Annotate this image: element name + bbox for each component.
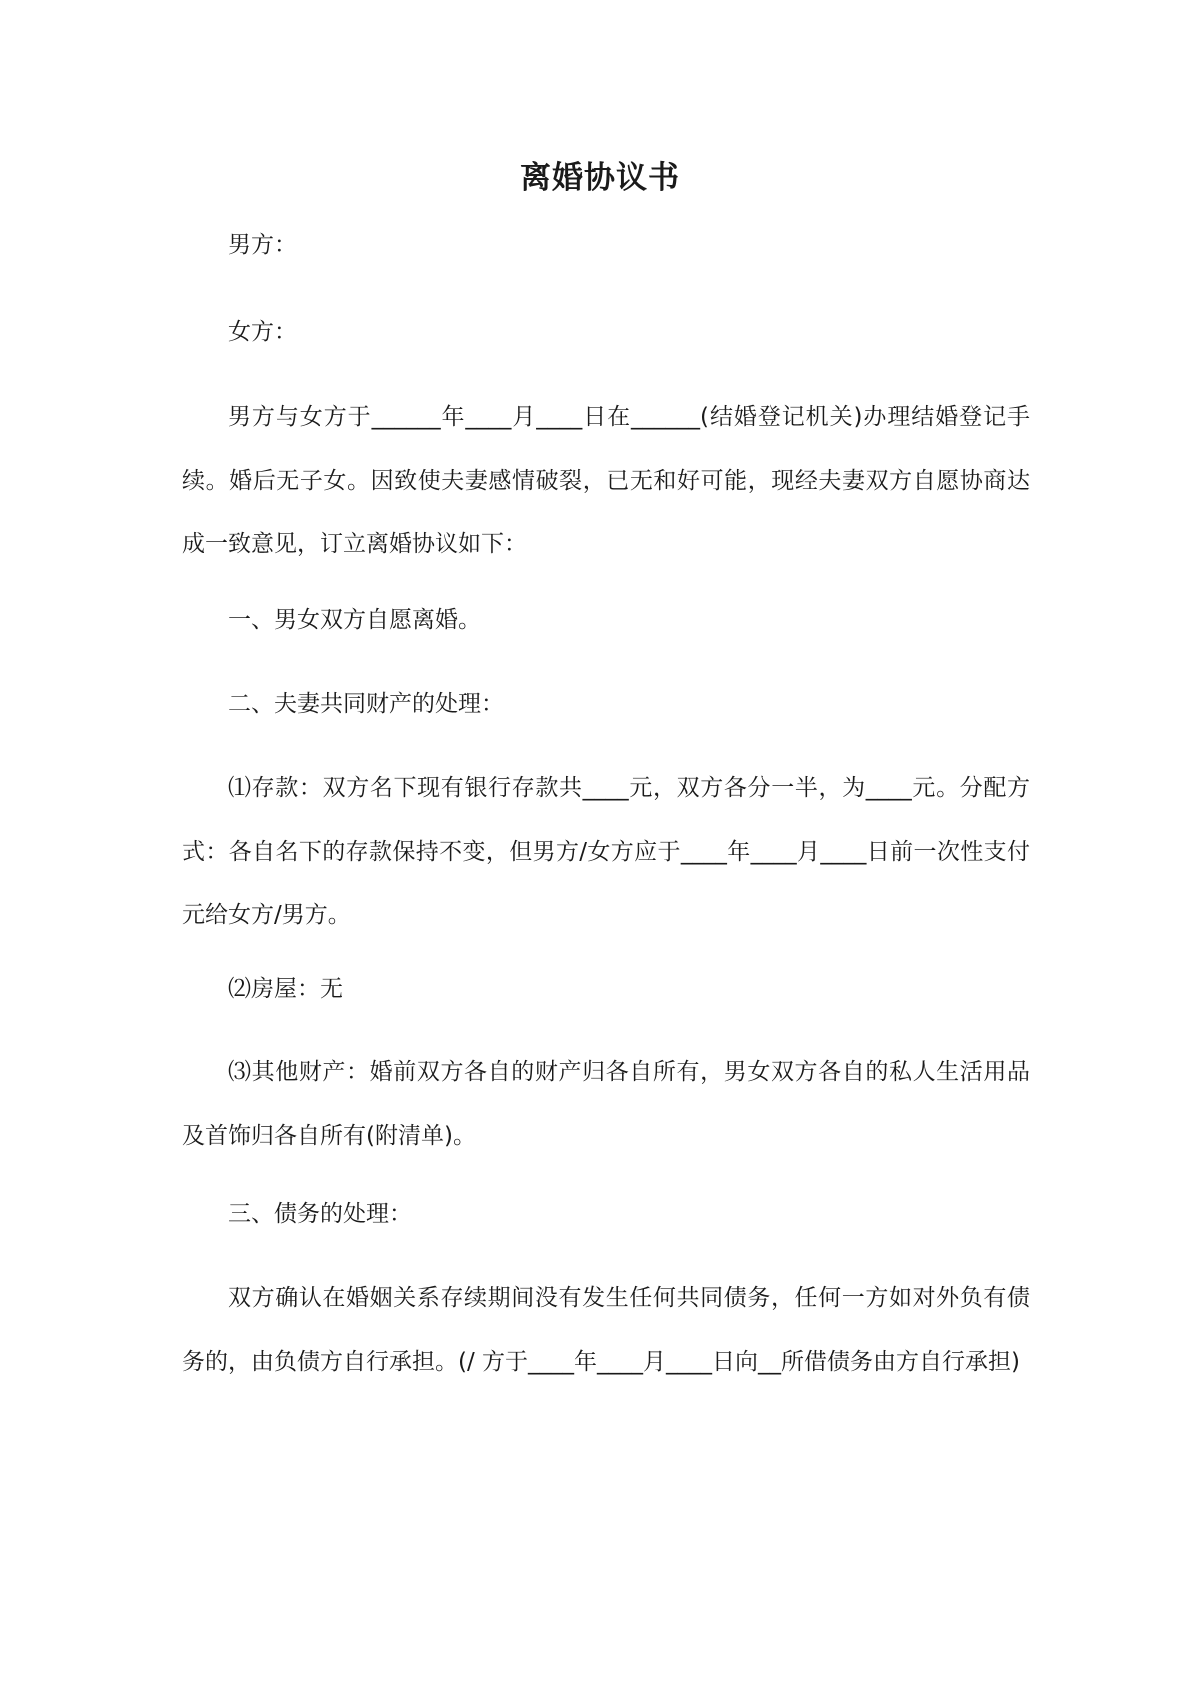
paragraph-housing: ⑵房屋：无 xyxy=(228,976,343,1002)
paragraph-male-party: 男方： xyxy=(228,232,297,258)
document-title: 离婚协议书 xyxy=(520,160,680,196)
paragraph-clause-two-heading: 二、夫妻共同财产的处理： xyxy=(228,691,504,717)
paragraph-marriage-registration: 男方与女方于______年____月____日在______(结婚登记机关)办理结婚登记手续。婚后无子女。因致使夫妻感情破裂，已无和好可能，现经夫妻双方自愿协商达成一致意见，订立离婚协议如下： xyxy=(182,404,1030,557)
paragraph-deposits: ⑴存款：双方名下现有银行存款共____元，双方各分一半，为____元。分配方式：各自名下的存款保持不变，但男方/女方应于____年____月____日前一次性支付元给女方/男方。 xyxy=(182,775,1030,928)
paragraph-other-property: ⑶其他财产：婚前双方各自的财产归各自所有，男女双方各自的私人生活用品及首饰归各自所有(附清单)。 xyxy=(182,1059,1030,1149)
paragraph-female-party: 女方： xyxy=(228,319,297,345)
paragraph-clause-one: 一、男女双方自愿离婚。 xyxy=(228,607,481,633)
paragraph-clause-three-heading: 三、债务的处理： xyxy=(228,1201,412,1227)
paragraph-debts: 双方确认在婚姻关系存续期间没有发生任何共同债务，任何一方如对外负有债务的，由负债方自行承担。(/ 方于____年____月____日向__所借债务由方自行承担) xyxy=(182,1285,1030,1375)
